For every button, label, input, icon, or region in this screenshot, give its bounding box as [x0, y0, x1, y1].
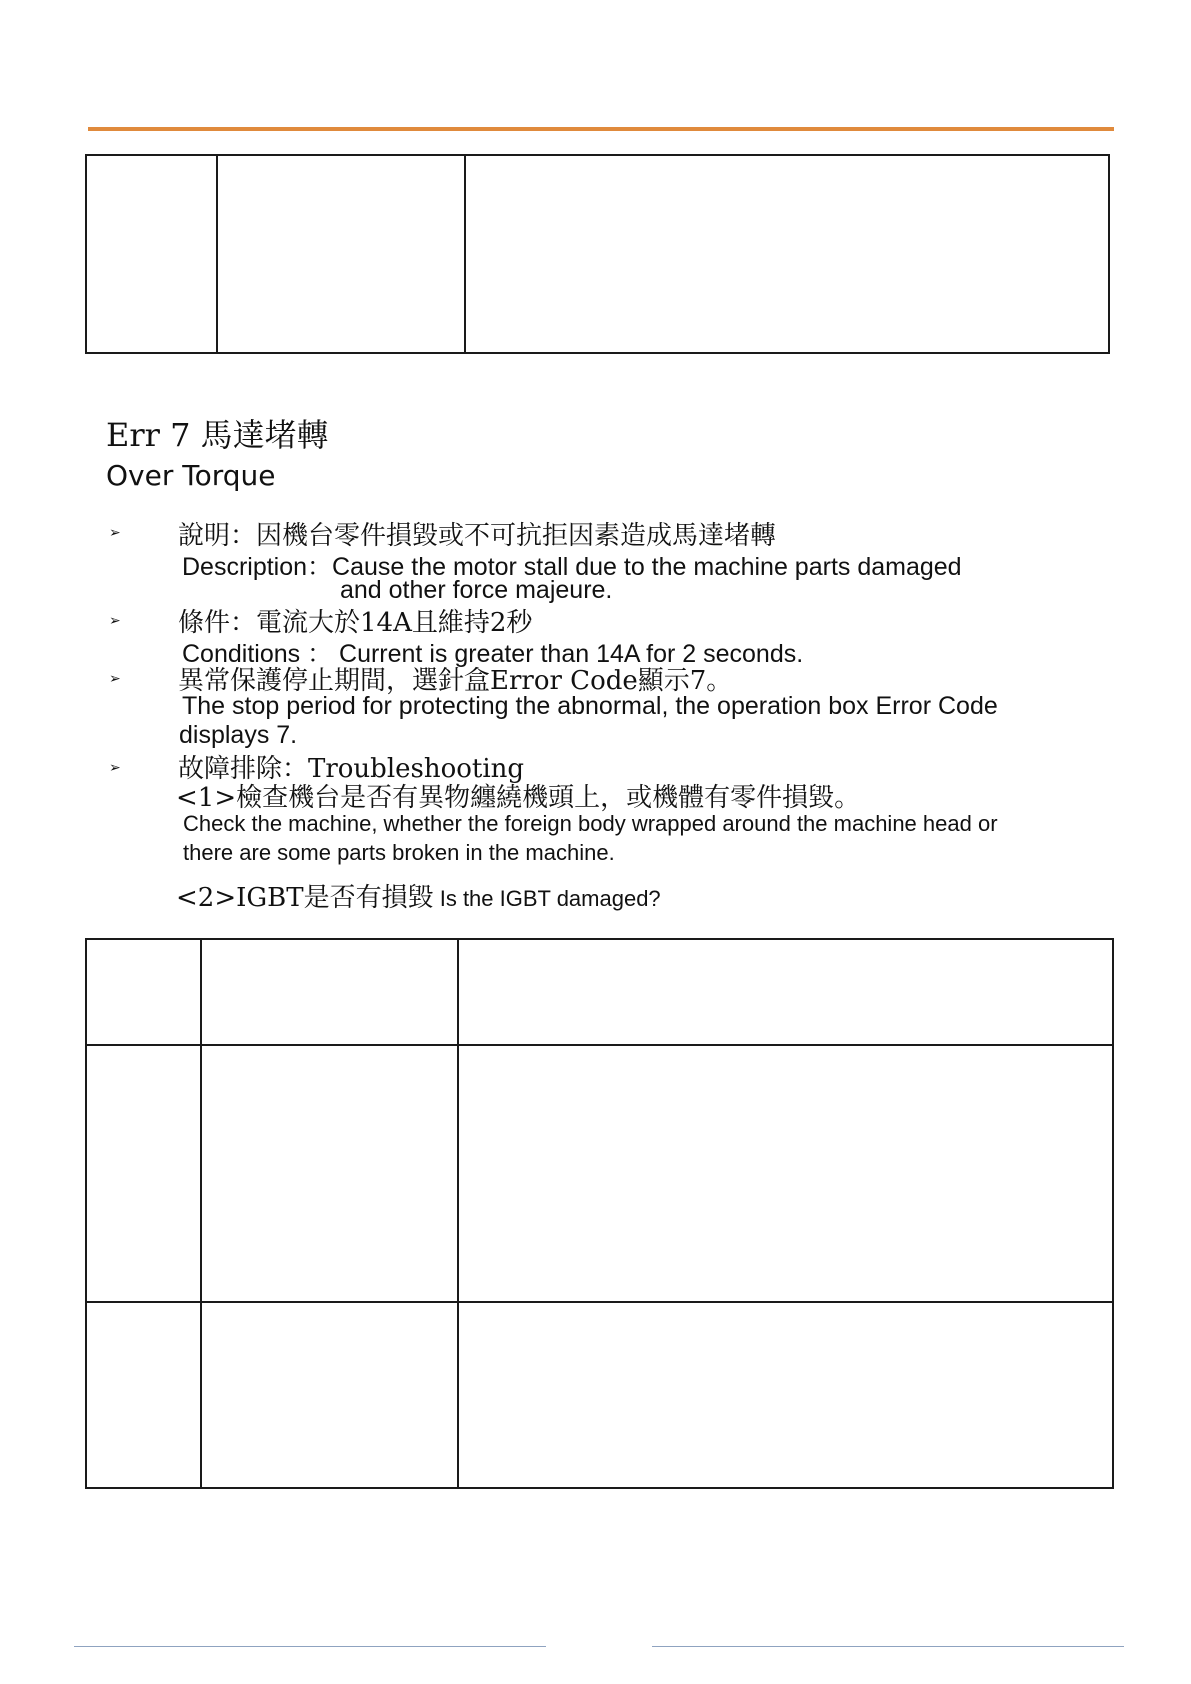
section-title-zh: Err 7 馬達堵轉 [106, 416, 329, 454]
header-rule [88, 127, 1114, 131]
bullet-marker-icon: ➢ [109, 525, 121, 541]
table-cell [86, 1302, 201, 1488]
step1-en-line2: there are some parts broken in the machine. [183, 840, 615, 865]
bullet-marker-icon: ➢ [109, 671, 121, 687]
table-cell [86, 155, 217, 353]
conditions-en: Conditions ： Current is greater than 14A for 2 seconds. [182, 640, 804, 668]
table-row [86, 155, 1109, 353]
footer-rule-left [74, 1646, 546, 1647]
bullet-marker-icon: ➢ [109, 760, 121, 776]
table-cell [86, 1045, 201, 1302]
description-en-line2: and other force majeure. [340, 576, 613, 604]
section-title-en: Over Torque [106, 459, 276, 492]
table-row [86, 939, 1113, 1045]
table-cell [458, 1302, 1113, 1488]
bullet-marker-icon: ➢ [109, 613, 121, 629]
description-zh: 說明：因機台零件損毀或不可抗拒因素造成馬達堵轉 [178, 521, 777, 551]
table-cell [465, 155, 1109, 353]
step2-zh: <2>IGBT是否有損毀 [176, 883, 434, 913]
table-cell [201, 939, 458, 1045]
table-row [86, 1045, 1113, 1302]
step2-line [176, 877, 661, 914]
table-cell [458, 939, 1113, 1045]
table-cell [201, 1045, 458, 1302]
description-en-line1: Description：Cause the motor stall due to the machine parts damaged [182, 553, 962, 581]
conditions-zh: 條件：電流大於14A且維持2秒 [178, 608, 533, 638]
stop-period-en-line2: displays 7. [179, 721, 298, 749]
step2-en: Is the IGBT damaged? [433, 886, 661, 911]
top-table [85, 154, 1110, 354]
table-cell [458, 1045, 1113, 1302]
stop-period-en-line1: The stop period for protecting the abnormal, the operation box Error Code [182, 692, 998, 720]
table-row [86, 1302, 1113, 1488]
table-cell [86, 939, 201, 1045]
step1-en-line1: Check the machine, whether the foreign body wrapped around the machine head or [183, 811, 998, 836]
bottom-table [85, 938, 1114, 1489]
stop-period-zh: 異常保護停止期間，選針盒Error Code顯示7。 [178, 666, 733, 696]
troubleshooting-label: 故障排除：Troubleshooting [178, 754, 525, 784]
table-cell [217, 155, 465, 353]
step1-zh: <1>檢查機台是否有異物纏繞機頭上，或機體有零件損毀。 [176, 783, 861, 813]
table-cell [201, 1302, 458, 1488]
footer-rule-right [652, 1646, 1124, 1647]
